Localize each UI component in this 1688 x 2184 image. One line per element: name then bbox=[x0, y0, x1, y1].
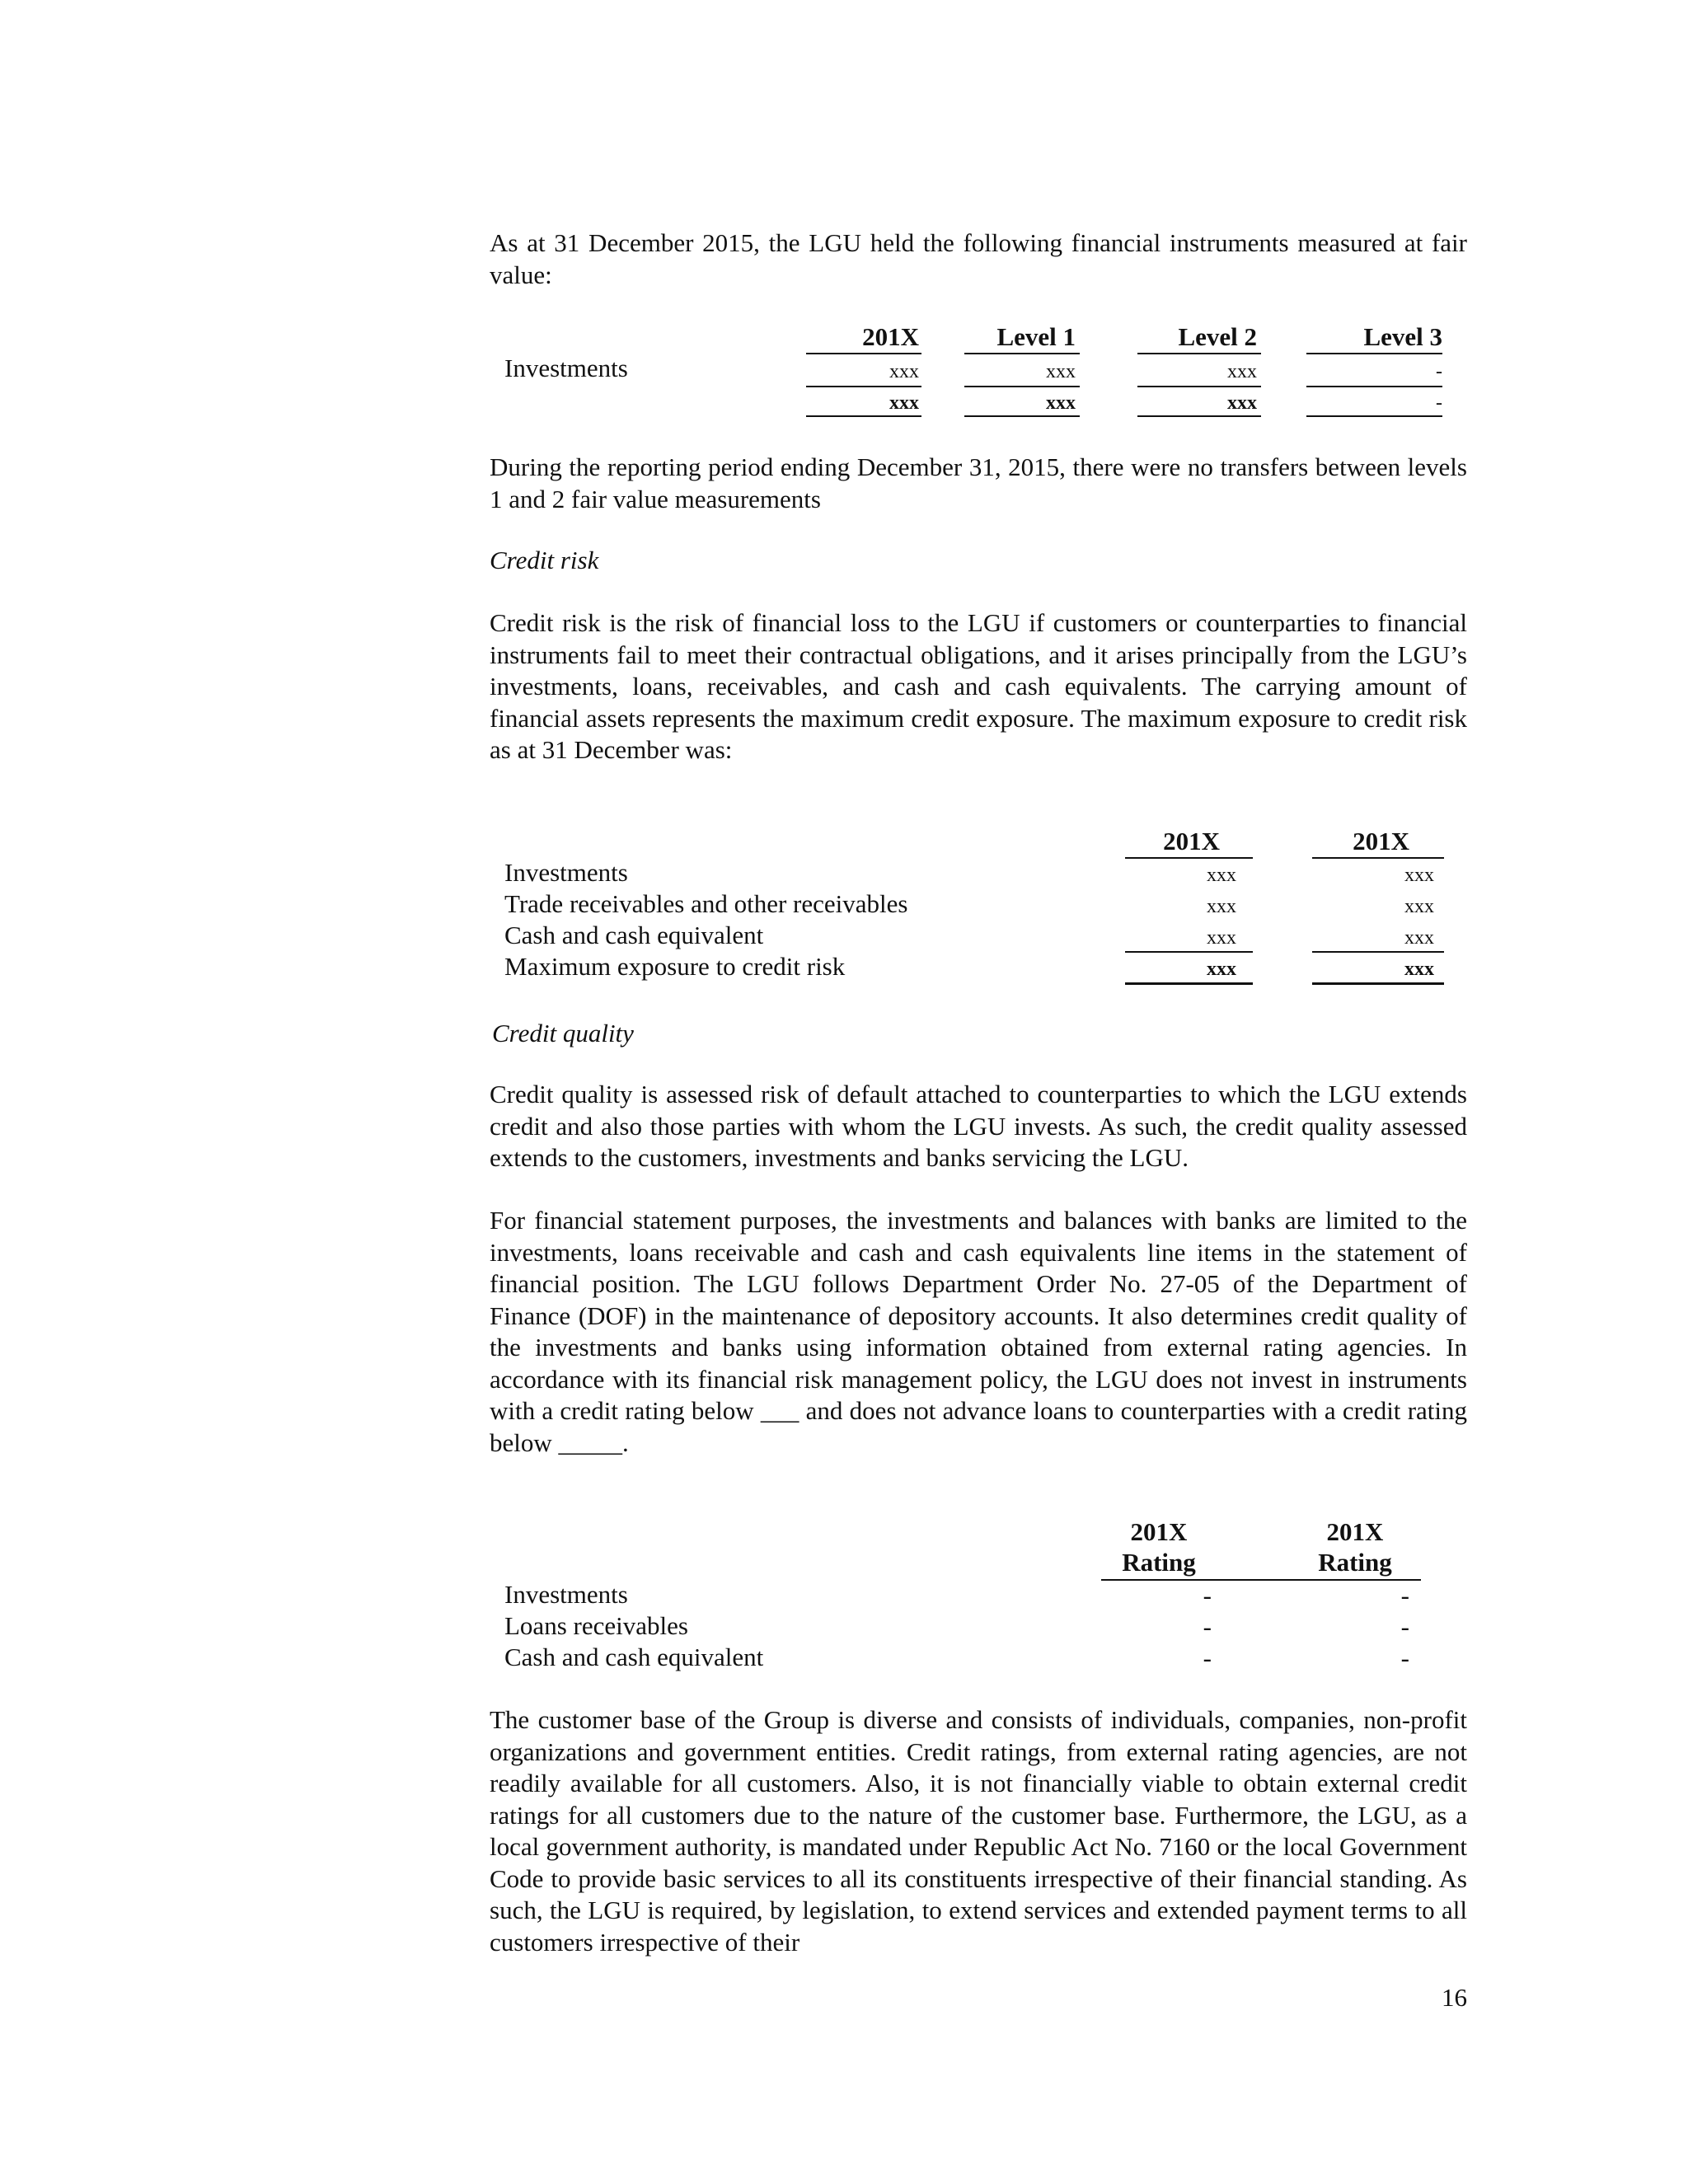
rating-cell: - bbox=[1203, 1581, 1212, 1610]
fv-cell: xxx bbox=[1046, 361, 1076, 382]
credit-risk-paragraph: Credit risk is the risk of financial loss to the LGU if customers or counterparties to financial instruments fail to meet their contractual obligations, and it arises principally from the LGU’s investments, loans, receivables, and cash and cash equivalents. The carrying amount of financial assets represents the maximum credit exposure. The maximum exposure to credit risk as at 31 December was: bbox=[490, 608, 1467, 764]
rating-row-label: Investments bbox=[504, 1580, 628, 1609]
fv-total-cell: - bbox=[1436, 392, 1442, 414]
exp-header-rule bbox=[1125, 857, 1253, 859]
financial-statement-paragraph: For financial statement purposes, the investments and balances with banks are limited to the investments, loans receivable and cash and cash equivalents line items in the statement of financial position. The LGU follows Department Order No. 27-05 of the Department of Finance (DOF) in the maintenance of depository accounts. It also determines credit quality of the investments and banks using information obtained from external rating agencies. In accordance with its financial risk management policy, the LGU does not invest in instruments with a credit rating below ___ and does not advance loans to counterparties with a credit rating below _____. bbox=[490, 1206, 1467, 1457]
fv-header-201x: 201X bbox=[862, 322, 919, 351]
fv-cell: xxx bbox=[1227, 361, 1257, 382]
fv-header-rule bbox=[806, 353, 921, 354]
credit-risk-heading: Credit risk bbox=[490, 546, 599, 574]
exp-cell: xxx bbox=[1207, 927, 1236, 949]
fv-total-rule bbox=[1306, 415, 1442, 417]
rating-header-1-year: 201X bbox=[1130, 1517, 1188, 1546]
exp-cell: xxx bbox=[1404, 865, 1434, 886]
fv-header-rule bbox=[1137, 353, 1261, 354]
exp-row-label: Investments bbox=[504, 858, 628, 887]
rating-header-rule bbox=[1101, 1579, 1421, 1581]
fv-total-rule bbox=[806, 415, 921, 417]
exp-header-2: 201X bbox=[1353, 827, 1409, 855]
intro-paragraph: As at 31 December 2015, the LGU held the following financial instruments measured at fair value: bbox=[490, 228, 1467, 289]
rating-cell: - bbox=[1203, 1643, 1212, 1672]
exp-row-label: Trade receivables and other receivables bbox=[504, 889, 908, 918]
fv-total-cell: xxx bbox=[1046, 392, 1076, 414]
credit-quality-paragraph: Credit quality is assessed risk of default attached to counterparties to which the LGU extends credit and also those parties with whom the LGU invests. As such, the credit quality assessed extends to the customers, investments and banks servicing the LGU. bbox=[490, 1080, 1467, 1172]
exp-header-rule bbox=[1312, 857, 1444, 859]
fv-total-cell: xxx bbox=[1227, 392, 1257, 414]
rating-header-2-label: Rating bbox=[1318, 1548, 1392, 1577]
exp-total-rule bbox=[1125, 982, 1253, 985]
exp-total-rule bbox=[1312, 982, 1444, 985]
credit-quality-heading: Credit quality bbox=[492, 1019, 634, 1047]
exp-cell: xxx bbox=[1207, 896, 1236, 917]
rating-header-1-label: Rating bbox=[1122, 1548, 1196, 1577]
fv-header-level2: Level 2 bbox=[1178, 322, 1257, 351]
fv-subtotal-rule bbox=[1306, 386, 1442, 387]
rating-cell: - bbox=[1400, 1612, 1409, 1641]
exp-cell: xxx bbox=[1404, 927, 1434, 949]
rating-row-label: Loans receivables bbox=[504, 1611, 688, 1640]
fv-total-rule bbox=[1137, 415, 1261, 417]
page-number: 16 bbox=[1442, 1983, 1467, 2012]
exp-total-cell: xxx bbox=[1404, 958, 1434, 980]
fv-header-rule bbox=[964, 353, 1080, 354]
rating-row-label: Cash and cash equivalent bbox=[504, 1643, 764, 1671]
fv-subtotal-rule bbox=[806, 386, 921, 387]
fv-header-level1: Level 1 bbox=[996, 322, 1076, 351]
fv-row-label: Investments bbox=[504, 354, 628, 382]
exp-cell: xxx bbox=[1404, 896, 1434, 917]
exp-cell: xxx bbox=[1207, 865, 1236, 886]
transfer-note: During the reporting period ending December 31, 2015, there were no transfers between levels 1 and 2 fair value measurements bbox=[490, 452, 1467, 513]
customer-base-paragraph: The customer base of the Group is diverse and consists of individuals, companies, non-profit organizations and government entities. Credit ratings, from external rating agencies, are not readily available for all customers. Also, it is not financially viable to obtain external credit ratings for all customers due to the nature of the customer base. Furthermore, the LGU, as a local government authority, is mandated under Republic Act No. 7160 or the local Government Code to provide basic services to all its constituents irrespective of their financial standing. As such, the LGU is required, by legislation, to extend services and extended payment terms to all customers irrespective of their bbox=[490, 1705, 1467, 1957]
fv-total-rule bbox=[964, 415, 1080, 417]
exp-subtotal-rule bbox=[1312, 951, 1444, 953]
exp-total-label: Maximum exposure to credit risk bbox=[504, 952, 846, 981]
exp-header-1: 201X bbox=[1163, 827, 1220, 855]
fv-cell: xxx bbox=[889, 361, 919, 382]
fv-header-level3: Level 3 bbox=[1363, 322, 1442, 351]
fv-subtotal-rule bbox=[964, 386, 1080, 387]
rating-cell: - bbox=[1400, 1581, 1409, 1610]
rating-cell: - bbox=[1400, 1643, 1409, 1672]
fv-subtotal-rule bbox=[1137, 386, 1261, 387]
exp-row-label: Cash and cash equivalent bbox=[504, 921, 764, 949]
fv-header-rule bbox=[1306, 353, 1442, 354]
rating-cell: - bbox=[1203, 1612, 1212, 1641]
rating-header-2-year: 201X bbox=[1326, 1517, 1384, 1546]
fv-total-cell: xxx bbox=[889, 392, 919, 414]
exp-total-cell: xxx bbox=[1207, 958, 1236, 980]
fv-cell: - bbox=[1436, 361, 1442, 382]
exp-subtotal-rule bbox=[1125, 951, 1253, 953]
